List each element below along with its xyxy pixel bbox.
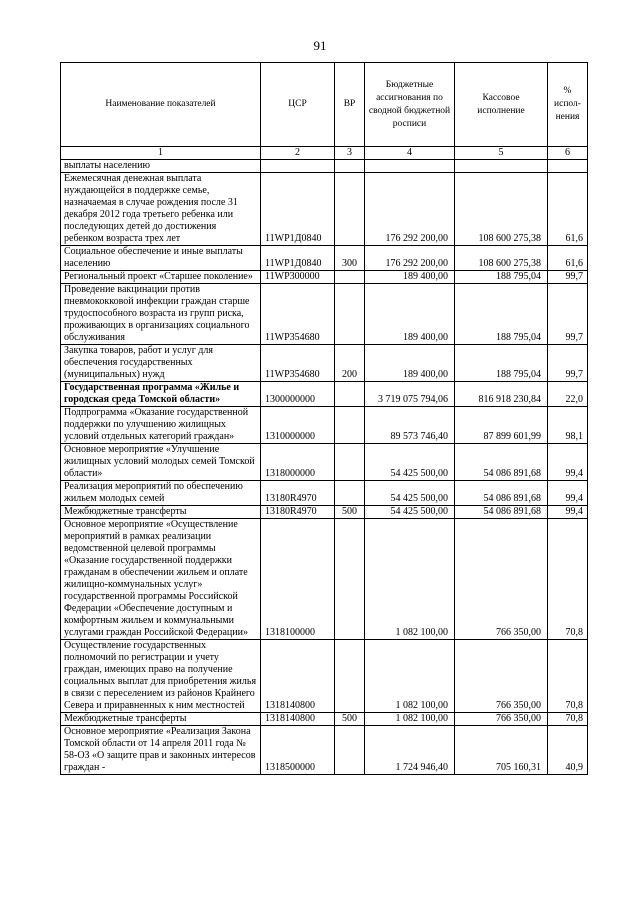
cell-name: Проведение вакцинации против пневмококковой инфекции граждан старше трудоспособного возраста из групп риска, проживающих в организациях социального обслуживания [61,284,261,345]
cell-budget: 54 425 500,00 [365,506,455,519]
cell-budget: 189 400,00 [365,271,455,284]
cell-vr [335,271,365,284]
cell-cash: 188 795,04 [455,345,548,382]
cell-csr: 11WP1Д0840 [261,246,335,271]
cell-name: Региональный проект «Старшее поколение» [61,271,261,284]
table-row [61,506,588,519]
cell-cash: 188 795,04 [455,284,548,345]
cell-vr [335,284,365,345]
cell-name: Межбюджетные трансферты [61,506,261,519]
cell-pct: 61,6 [548,246,588,271]
cell-cash: 54 086 891,68 [455,444,548,481]
table-row [61,519,588,640]
cell-csr: 1310000000 [261,407,335,444]
cell-vr [335,481,365,506]
cell-cash: 87 899 601,99 [455,407,548,444]
cell-pct: 70,8 [548,640,588,713]
cell-budget: 3 719 075 794,06 [365,382,455,407]
cell-csr: 1318000000 [261,444,335,481]
cell-name: Осуществление государственных полномочий по регистрации и учету граждан, имеющих право на получение социальных выплат для приобретения жилья в связи с переселением из районов Крайнего Севера и приравненных к ним местностей [61,640,261,713]
table-row [61,640,588,713]
cell-vr [335,173,365,246]
cell-csr: 11WP300000 [261,271,335,284]
cell-name: Основное мероприятие «Реализация Закона Томской области от 14 апреля 2011 года № 58-ОЗ «О защите прав и законных интересов граждан - [61,726,261,775]
cell-csr: 11WP1Д0840 [261,173,335,246]
cell-name: Подпрограмма «Оказание государственной поддержки по улучшению жилищных условий отдельных категорий граждан» [61,407,261,444]
table-row [61,345,588,382]
cell-csr: 13180R4970 [261,506,335,519]
header-csr: ЦСР [261,63,335,147]
cell-csr: 11WP354680 [261,345,335,382]
table-row [61,713,588,726]
cell-name: Закупка товаров, работ и услуг для обеспечения государственных (муниципальных) нужд [61,345,261,382]
cell-pct: 98,1 [548,407,588,444]
cell-cash: 816 918 230,84 [455,382,548,407]
cell-cash: 766 350,00 [455,519,548,640]
cell-cash: 54 086 891,68 [455,506,548,519]
column-number-row [61,147,588,160]
cell-vr [335,640,365,713]
page-number: 91 [313,38,327,53]
cell-vr [335,407,365,444]
cell-csr: 11WP354680 [261,284,335,345]
cell-budget: 1 082 100,00 [365,519,455,640]
cell-name: Государственная программа «Жилье и городская среда Томской области» [61,382,261,407]
cell-name: Основное мероприятие «Улучшение жилищных условий молодых семей Томской области» [61,444,261,481]
cell-name: выплаты населению [61,160,261,173]
table-row [61,271,588,284]
cell-budget: 54 425 500,00 [365,444,455,481]
cell-cash: 705 160,31 [455,726,548,775]
cell-pct: 22,0 [548,382,588,407]
cell-vr [335,726,365,775]
cell-budget: 1 082 100,00 [365,640,455,713]
cell-cash: 766 350,00 [455,640,548,713]
cell-vr [335,444,365,481]
table-row [61,284,588,345]
cell-pct: 61,6 [548,173,588,246]
table-row [61,173,588,246]
cell-pct: 70,8 [548,713,588,726]
header-cash: Кассовое исполнение [455,63,548,147]
cell-pct: 99,4 [548,444,588,481]
cell-pct: 40,9 [548,726,588,775]
cell-pct: 70,8 [548,519,588,640]
cell-name: Межбюджетные трансферты [61,713,261,726]
header-pct: % испол-нения [548,63,588,147]
cell-vr: 300 [335,246,365,271]
cell-name: Основное мероприятие «Осуществление мероприятий в рамках реализации ведомственной целевой программы «Оказание государственной поддержки гражданам в обеспечении жильем и оплате жилищно-коммунальных услуг» государственной программы Российской Федерации «Обеспечение доступным и комфортным жильем и коммунальными услугами граждан Российской Федерации» [61,519,261,640]
cell-budget: 176 292 200,00 [365,246,455,271]
cell-pct: 99,7 [548,345,588,382]
cell-cash: 188 795,04 [455,271,548,284]
cell-budget: 89 573 746,40 [365,407,455,444]
cell-csr: 1318500000 [261,726,335,775]
cell-budget [365,160,455,173]
cell-vr [335,382,365,407]
cell-name: Социальное обеспечение и иные выплаты населению [61,246,261,271]
cell-csr: 1318140800 [261,713,335,726]
table-row [61,382,588,407]
header-name: Наименование показателей [61,63,261,147]
cell-csr: 1318100000 [261,519,335,640]
cell-budget: 54 425 500,00 [365,481,455,506]
cell-vr [335,160,365,173]
cell-pct: 99,4 [548,506,588,519]
table-row [61,444,588,481]
table-row [61,481,588,506]
cell-budget: 176 292 200,00 [365,173,455,246]
cell-csr: 13180R4970 [261,481,335,506]
cell-budget: 189 400,00 [365,284,455,345]
cell-csr: 1300000000 [261,382,335,407]
column-number: 3 [335,147,365,160]
cell-name: Ежемесячная денежная выплата нуждающейся в поддержке семье, назначаемая в случае рождения после 31 декабря 2012 года третьего ребенка или последующих детей до достижения ребенком возраста трех лет [61,173,261,246]
header-row [61,63,588,147]
table-row [61,407,588,444]
column-number: 2 [261,147,335,160]
cell-cash: 108 600 275,38 [455,173,548,246]
table-row [61,160,588,173]
cell-cash [455,160,548,173]
budget-execution-table [60,62,588,775]
cell-cash: 766 350,00 [455,713,548,726]
cell-pct: 99,7 [548,271,588,284]
table-row [61,726,588,775]
cell-name: Реализация мероприятий по обеспечению жильем молодых семей [61,481,261,506]
cell-cash: 54 086 891,68 [455,481,548,506]
column-number: 6 [548,147,588,160]
cell-vr: 500 [335,713,365,726]
column-number: 1 [61,147,261,160]
header-budget: Бюджетные ассигнования по сводной бюджетной росписи [365,63,455,147]
cell-budget: 189 400,00 [365,345,455,382]
cell-cash: 108 600 275,38 [455,246,548,271]
cell-pct: 99,7 [548,284,588,345]
cell-vr: 500 [335,506,365,519]
column-number: 4 [365,147,455,160]
cell-budget: 1 082 100,00 [365,713,455,726]
cell-pct: 99,4 [548,481,588,506]
cell-budget: 1 724 946,40 [365,726,455,775]
table-row [61,246,588,271]
cell-pct [548,160,588,173]
cell-csr [261,160,335,173]
header-vr: ВР [335,63,365,147]
cell-vr [335,519,365,640]
cell-csr: 1318140800 [261,640,335,713]
cell-vr: 200 [335,345,365,382]
column-number: 5 [455,147,548,160]
